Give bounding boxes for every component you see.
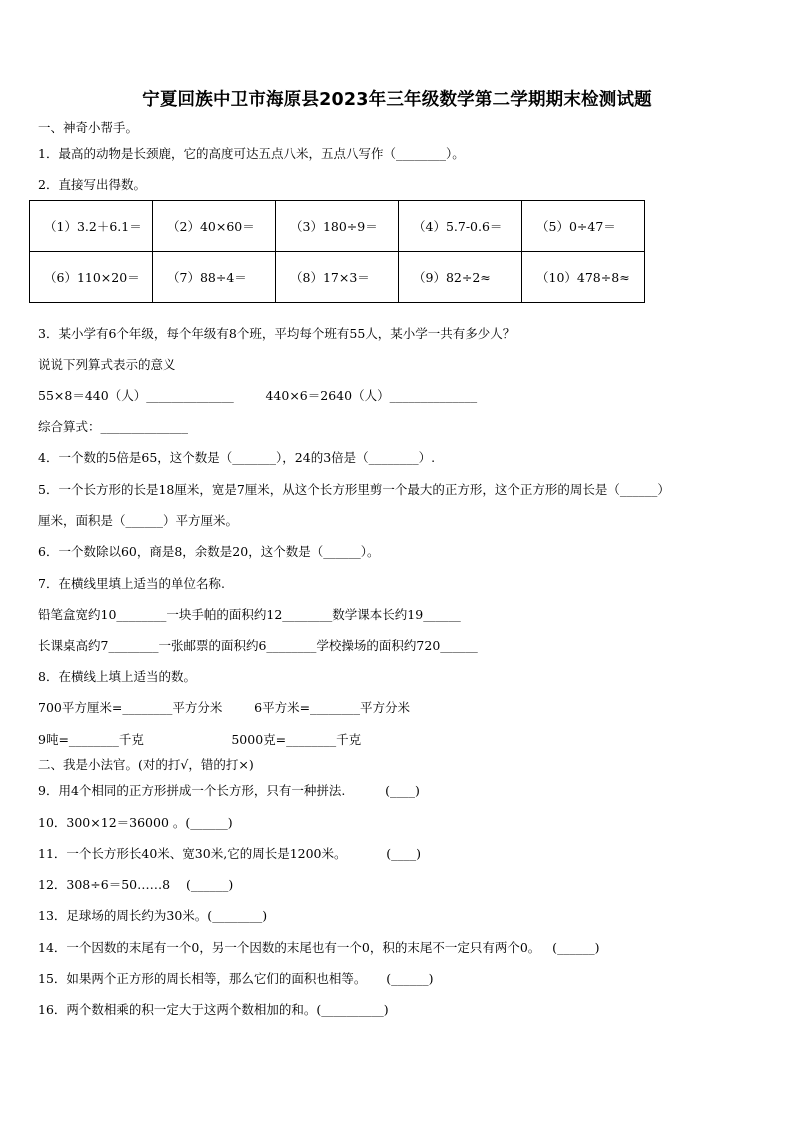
question-12: 12．308÷6＝50……8 (______)	[38, 877, 234, 892]
question-7-line-2: 长课桌高约7________一张邮票的面积约6________学校操场的面积约720______	[38, 638, 478, 653]
question-7: 7．在横线里填上适当的单位名称.	[38, 576, 225, 591]
table-cell: （3）180÷9＝	[276, 201, 399, 252]
page-title: 宁夏回族中卫市海原县2023年三年级数学第二学期期末检测试题	[142, 90, 652, 110]
question-7-line-1: 铅笔盒宽约10________一块手帕的面积约12________数学课本长约19______	[38, 607, 461, 622]
question-1: 1．最高的动物是长颈鹿，它的高度可达五点八米，五点八写作（________）。	[38, 146, 465, 161]
question-5-line-1: 5．一个长方形的长是18厘米，宽是7厘米，从这个长方形里剪一个最大的正方形，这个正方形的周长是（______）	[38, 482, 670, 497]
question-16: 16．两个数相乘的积一定大于这两个数相加的和。(__________)	[38, 1002, 389, 1017]
table-cell: （6）110×20＝	[30, 252, 153, 303]
question-3: 3．某小学有6个年级，每个年级有8个班，平均每个班有55人，某小学一共有多少人？	[38, 326, 516, 341]
question-3-combined: 综合算式：______________	[38, 419, 189, 434]
question-4: 4．一个数的5倍是65，这个数是（_______），24的3倍是（________）.	[38, 450, 436, 465]
table-cell: （5）0÷47＝	[522, 201, 645, 252]
question-14: 14．一个因数的末尾有一个0，另一个因数的末尾也有一个0，积的末尾不一定只有两个0。 (______)	[38, 940, 600, 955]
question-8-line-2: 9吨=________千克 5000克=________千克	[38, 732, 362, 747]
question-2: 2．直接写出得数。	[38, 177, 146, 192]
question-8: 8．在横线上填上适当的数。	[38, 669, 196, 684]
section-heading-1: 一、神奇小帮手。	[38, 120, 139, 135]
question-11: 11．一个长方形长40米、宽30米,它的周长是1200米。 (____)	[38, 846, 421, 861]
question-15: 15．如果两个正方形的周长相等，那么它们的面积也相等。 (______)	[38, 971, 434, 986]
question-13: 13．足球场的周长约为30米。(________)	[38, 908, 268, 923]
table-cell: （4）5.7-0.6＝	[399, 201, 522, 252]
section-heading-2: 二、我是小法官。(对的打√，错的打×)	[38, 757, 254, 772]
table-cell: （7）88÷4＝	[153, 252, 276, 303]
question-6: 6．一个数除以60，商是8，余数是20，这个数是（______）。	[38, 544, 380, 559]
table-cell: （8）17×3＝	[276, 252, 399, 303]
question-9: 9．用4个相同的正方形拼成一个长方形，只有一种拼法. (____)	[38, 783, 420, 798]
table-cell: （10）478÷8≈	[522, 252, 645, 303]
question-10: 10．300×12＝36000 。(______)	[38, 815, 233, 830]
question-8-line-1: 700平方厘米=________平方分米 6平方米=________平方分米	[38, 700, 411, 715]
table-cell: （1）3.2＋6.1＝	[30, 201, 153, 252]
table-cell: （2）40×60＝	[153, 201, 276, 252]
table-cell: （9）82÷2≈	[399, 252, 522, 303]
question-3-sub: 说说下列算式表示的意义	[38, 357, 176, 372]
table-row	[30, 252, 645, 303]
question-3-equations: 55×8＝440（人）______________ 440×6＝2640（人）______________	[38, 388, 478, 403]
calculation-table	[29, 200, 645, 303]
question-5-line-2: 厘米，面积是（______）平方厘米。	[38, 513, 239, 528]
table-row	[30, 201, 645, 252]
